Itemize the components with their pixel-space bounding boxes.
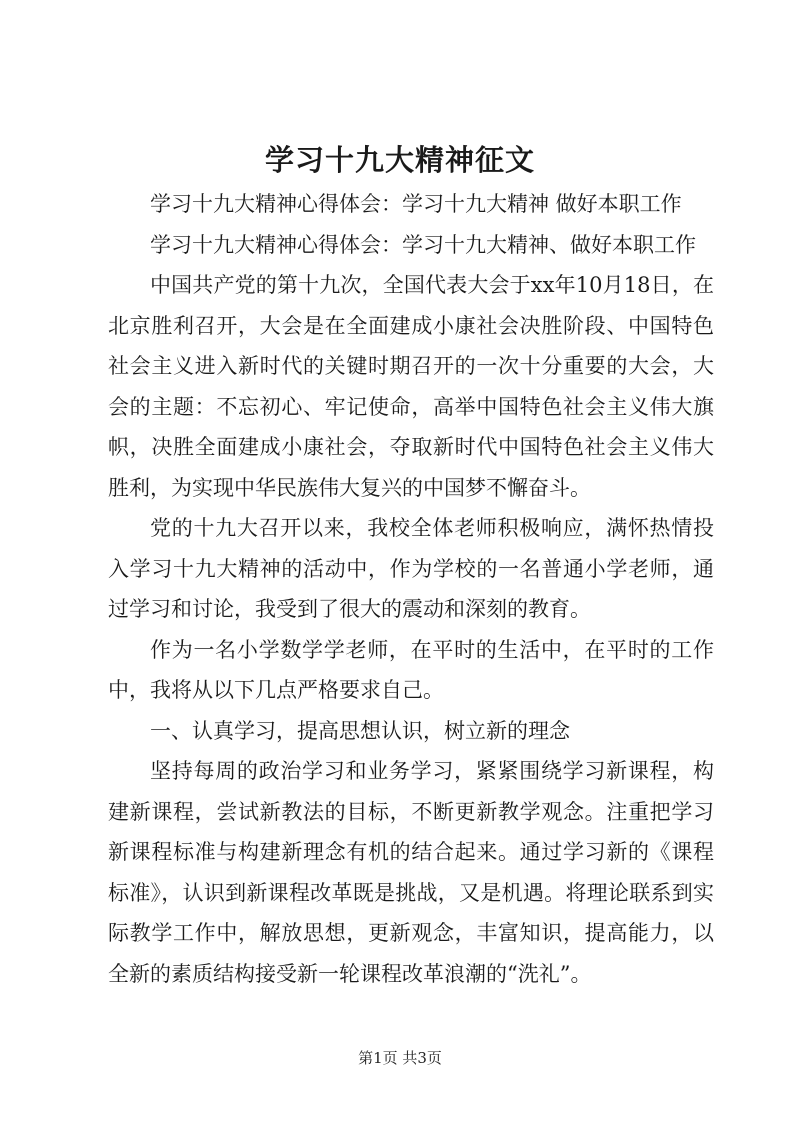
page-number-footer: 第1页 共3页 [358, 1049, 442, 1067]
paragraph-school-response: 党的十九大召开以来，我校全体老师积极响应，满怀热情投入学习十九大精神的活动中，作为学校的一名普通小学老师，通过学习和讨论，我受到了很大的震动和深刻的教育。 [108, 516, 714, 621]
paragraph-congress-intro: 中国共产党的第十九次，全国代表大会于xx年10月18日，在北京胜利召开，大会是在全面建成小康社会决胜阶段、中国特色社会主义进入新时代的关键时期召开的一次十分重要的大会，大会的主题：不忘初心、牢记使命，高举中国特色社会主义伟大旗帜，决胜全面建成小康社会，夺取新时代中国特色社会主义伟大胜利，为实现中华民族伟大复兴的中国梦不懈奋斗。 [108, 273, 714, 500]
document-body [108, 184, 714, 994]
paragraph-subtitle-2: 学习十九大精神心得体会：学习十九大精神、做好本职工作 [150, 232, 696, 257]
paragraph-self-requirements: 作为一名小学数学学老师，在平时的生活中，在平时的工作中，我将从以下几点严格要求自己。 [108, 637, 714, 702]
document-title: 学习十九大精神征文 [264, 143, 535, 177]
paragraph-subtitle-1: 学习十九大精神心得体会：学习十九大精神 做好本职工作 [150, 192, 682, 216]
paragraph-study-details: 坚持每周的政治学习和业务学习，紧紧围绕学习新课程，构建新课程，尝试新教法的目标，不断更新教学观念。注重把学习新课程标准与构建新理念有机的结合起来。通过学习新的《课程标准》，认识到新课程改革既是挑战，又是机遇。将理论联系到实际教学工作中，解放思想，更新观念，丰富知识，提高能力，以全新的素质结构接受新一轮课程改革浪潮的“洗礼”。 [108, 759, 714, 986]
section-heading-1: 一、认真学习，提高思想认识，树立新的理念 [150, 718, 570, 743]
